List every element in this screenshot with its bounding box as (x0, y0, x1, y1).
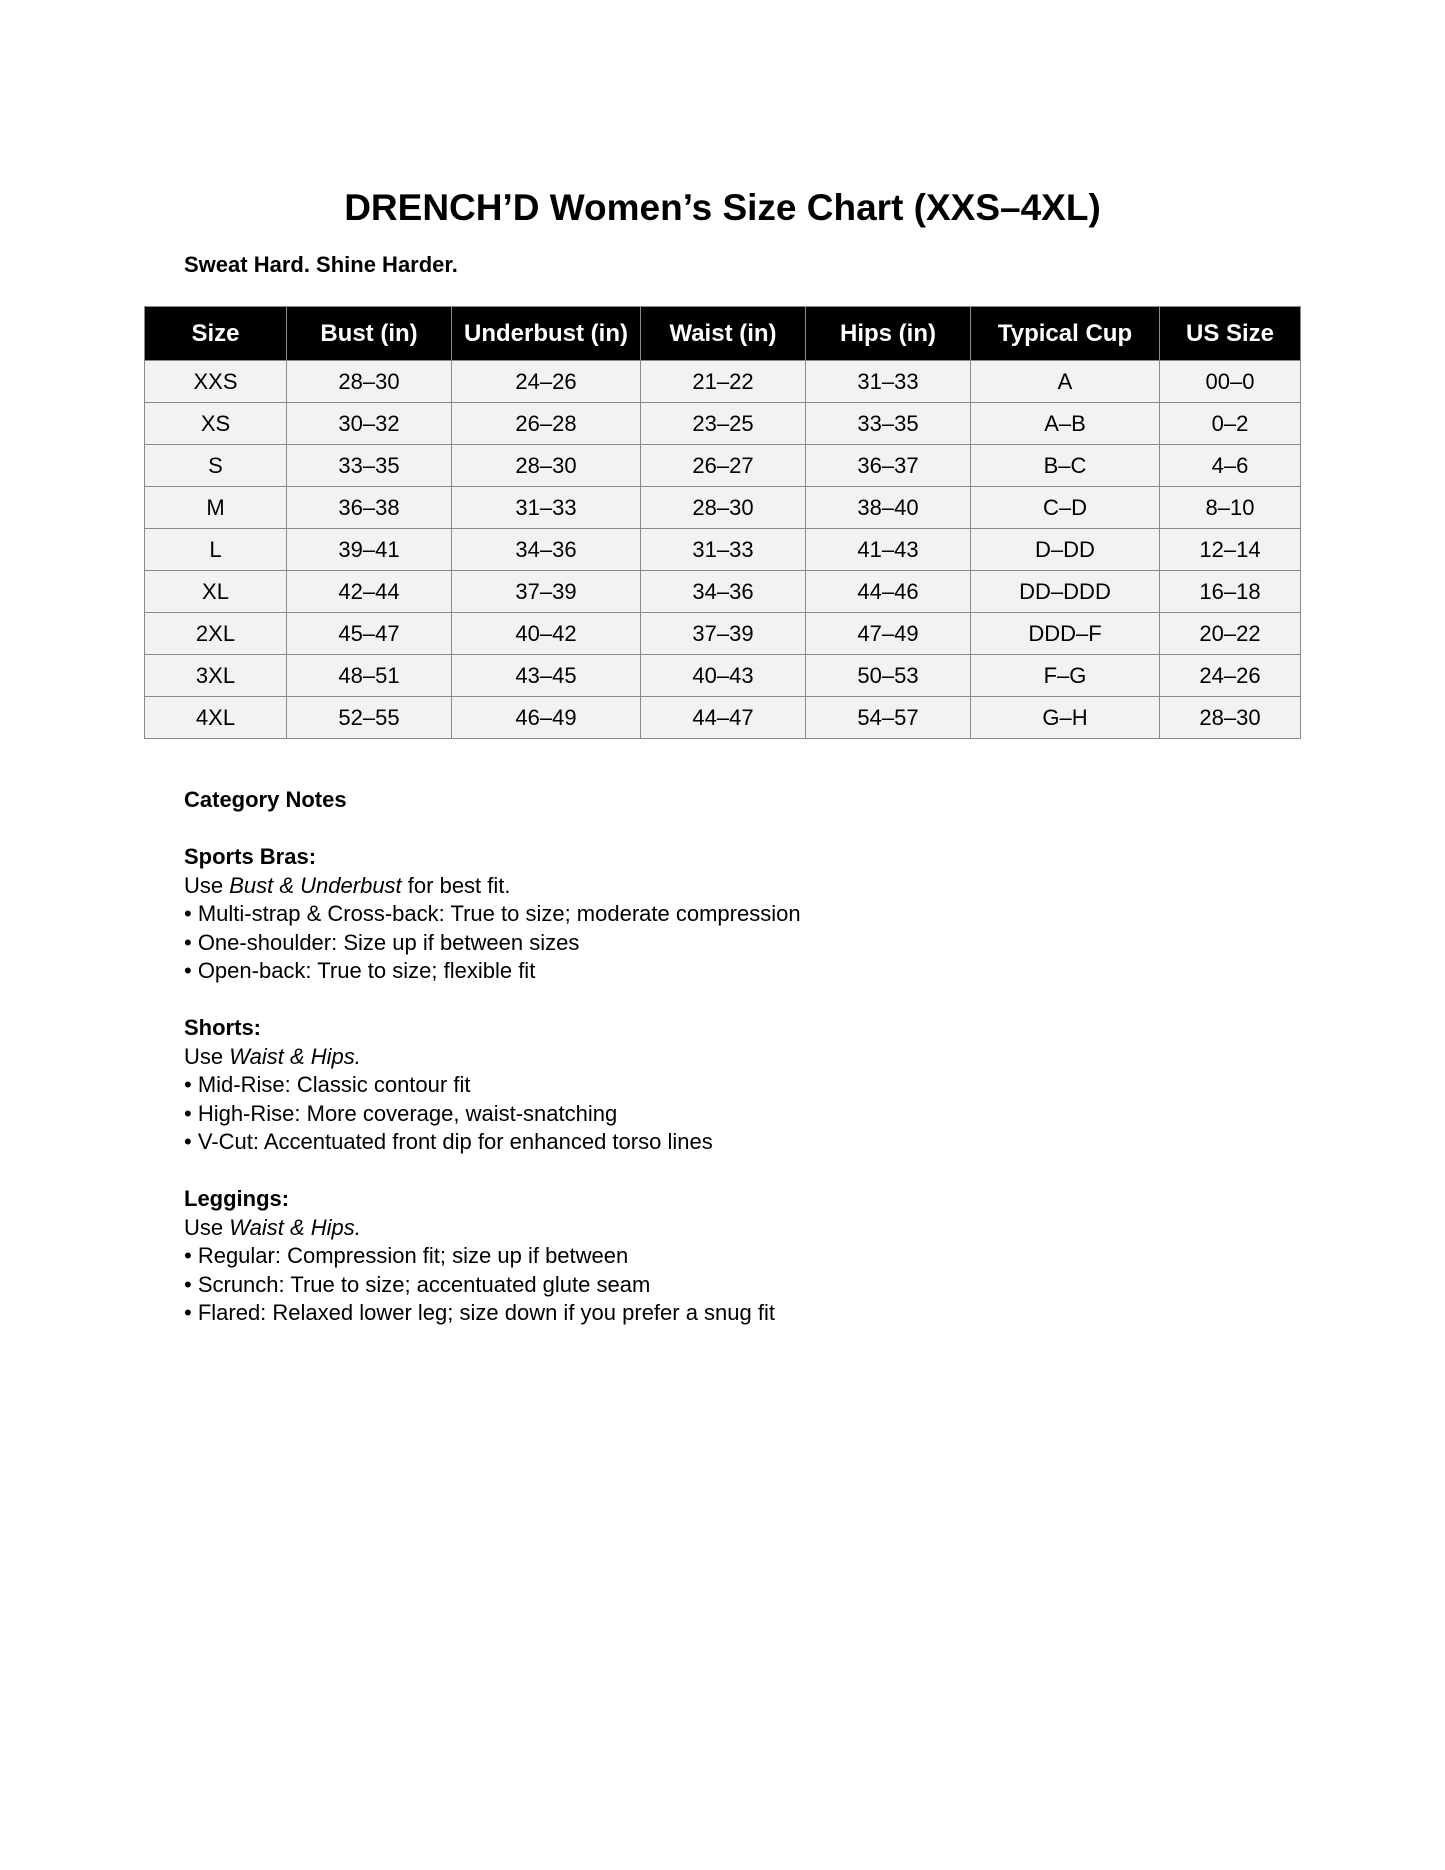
cell-underbust: 26–28 (452, 403, 641, 445)
header-size: Size (145, 307, 287, 361)
leggings-heading: Leggings: (184, 1186, 290, 1211)
list-item: • Regular: Compression fit; size up if between (184, 1243, 629, 1268)
cell-waist: 40–43 (641, 655, 806, 697)
table-row (145, 487, 1301, 529)
cell-waist: 44–47 (641, 697, 806, 739)
table-row (145, 361, 1301, 403)
cell-us-size: 0–2 (1160, 403, 1301, 445)
cell-waist: 34–36 (641, 571, 806, 613)
cell-typical-cup: D–DD (971, 529, 1160, 571)
cell-waist: 31–33 (641, 529, 806, 571)
cell-size: L (145, 529, 287, 571)
cell-size: M (145, 487, 287, 529)
cell-us-size: 24–26 (1160, 655, 1301, 697)
list-item: • One-shoulder: Size up if between sizes (184, 929, 580, 955)
sports-bras-usage: Use Bust & Underbust for best fit. (184, 872, 511, 898)
list-item: • Multi-strap & Cross-back: True to size; moderate compression (184, 901, 801, 926)
cell-typical-cup: G–H (971, 697, 1160, 739)
cell-hips: 41–43 (806, 529, 971, 571)
cell-us-size: 16–18 (1160, 571, 1301, 613)
list-item: • Mid-Rise: Classic contour fit (184, 1072, 471, 1097)
cell-bust: 30–32 (287, 403, 452, 445)
table-row (145, 613, 1301, 655)
cell-us-size: 4–6 (1160, 445, 1301, 487)
cell-typical-cup: C–D (971, 487, 1160, 529)
shorts-usage: Use Waist & Hips. (184, 1043, 361, 1069)
header-waist: Waist (in) (641, 307, 806, 361)
size-chart-table (144, 306, 1301, 739)
table-row (145, 655, 1301, 697)
cell-hips: 33–35 (806, 403, 971, 445)
table-row (145, 529, 1301, 571)
cell-size: S (145, 445, 287, 487)
cell-bust: 39–41 (287, 529, 452, 571)
cell-size: XXS (145, 361, 287, 403)
cell-waist: 21–22 (641, 361, 806, 403)
cell-typical-cup: F–G (971, 655, 1160, 697)
cell-bust: 45–47 (287, 613, 452, 655)
cell-underbust: 31–33 (452, 487, 641, 529)
cell-waist: 26–27 (641, 445, 806, 487)
tagline: Sweat Hard. Shine Harder. (184, 252, 458, 277)
cell-typical-cup: DD–DDD (971, 571, 1160, 613)
sports-bras-heading: Sports Bras: (184, 844, 317, 869)
list-item: • Scrunch: True to size; accentuated glute seam (184, 1271, 651, 1297)
list-item: • Open-back: True to size; flexible fit (184, 958, 536, 983)
cell-us-size: 12–14 (1160, 529, 1301, 571)
header-hips: Hips (in) (806, 307, 971, 361)
cell-underbust: 43–45 (452, 655, 641, 697)
cell-bust: 48–51 (287, 655, 452, 697)
table-row (145, 445, 1301, 487)
cell-bust: 52–55 (287, 697, 452, 739)
cell-hips: 50–53 (806, 655, 971, 697)
cell-bust: 33–35 (287, 445, 452, 487)
cell-hips: 47–49 (806, 613, 971, 655)
cell-waist: 23–25 (641, 403, 806, 445)
cell-bust: 36–38 (287, 487, 452, 529)
cell-waist: 37–39 (641, 613, 806, 655)
cell-underbust: 46–49 (452, 697, 641, 739)
category-notes (184, 786, 1284, 1328)
table-header-row (145, 307, 1301, 361)
cell-underbust: 40–42 (452, 613, 641, 655)
page-title: DRENCH’D Women’s Size Chart (XXS–4XL) (344, 187, 1101, 228)
cell-hips: 36–37 (806, 445, 971, 487)
cell-hips: 54–57 (806, 697, 971, 739)
cell-size: XS (145, 403, 287, 445)
cell-underbust: 37–39 (452, 571, 641, 613)
category-notes-heading: Category Notes (184, 787, 347, 812)
leggings-usage: Use Waist & Hips. (184, 1214, 361, 1240)
cell-underbust: 28–30 (452, 445, 641, 487)
table-row (145, 403, 1301, 445)
list-item: • V-Cut: Accentuated front dip for enhanced torso lines (184, 1129, 713, 1154)
cell-size: XL (145, 571, 287, 613)
cell-hips: 31–33 (806, 361, 971, 403)
header-underbust: Underbust (in) (452, 307, 641, 361)
header-bust: Bust (in) (287, 307, 452, 361)
table-row (145, 697, 1301, 739)
cell-us-size: 28–30 (1160, 697, 1301, 739)
list-item: • Flared: Relaxed lower leg; size down if you prefer a snug fit (184, 1300, 775, 1325)
cell-typical-cup: DDD–F (971, 613, 1160, 655)
cell-typical-cup: A–B (971, 403, 1160, 445)
cell-bust: 42–44 (287, 571, 452, 613)
cell-size: 3XL (145, 655, 287, 697)
cell-hips: 38–40 (806, 487, 971, 529)
cell-size: 4XL (145, 697, 287, 739)
cell-bust: 28–30 (287, 361, 452, 403)
cell-underbust: 34–36 (452, 529, 641, 571)
table-row (145, 571, 1301, 613)
list-item: • High-Rise: More coverage, waist-snatching (184, 1100, 618, 1126)
cell-hips: 44–46 (806, 571, 971, 613)
cell-underbust: 24–26 (452, 361, 641, 403)
cell-typical-cup: B–C (971, 445, 1160, 487)
shorts-heading: Shorts: (184, 1015, 261, 1040)
cell-size: 2XL (145, 613, 287, 655)
cell-waist: 28–30 (641, 487, 806, 529)
header-us-size: US Size (1160, 307, 1301, 361)
header-typical-cup: Typical Cup (971, 307, 1160, 361)
cell-us-size: 20–22 (1160, 613, 1301, 655)
cell-us-size: 00–0 (1160, 361, 1301, 403)
cell-us-size: 8–10 (1160, 487, 1301, 529)
cell-typical-cup: A (971, 361, 1160, 403)
